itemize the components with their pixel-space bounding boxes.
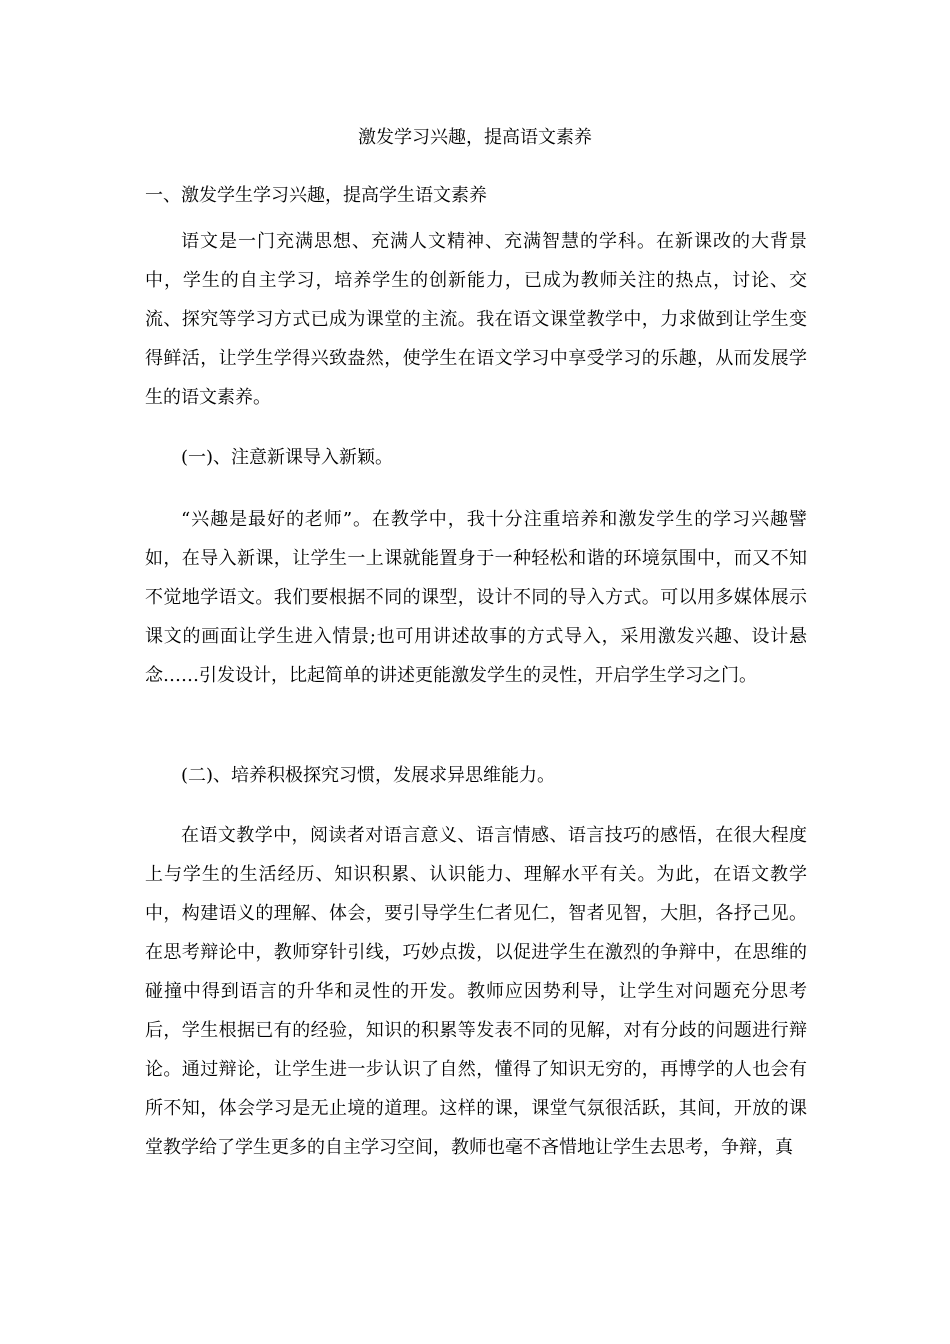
subheading-one: (一)、注意新课导入新颖。 (181, 447, 394, 468)
paragraph-intro: 语文是一门充满思想、充满人文精神、充满智慧的学科。在新课改的大背景中，学生的自主学习，培养学生的创新能力，已成为教师关注的热点，讨论、交流、探究等学习方式已成为课堂的主流。我在语文课堂教学中，力求做到让学生变得鲜活，让学生学得兴致盎然，使学生在语文学习中享受学习的乐趣，从而发展学生的语文素养。 (145, 231, 807, 408)
subheading-two: (二)、培养积极探究习惯，发展求异思维能力。 (181, 765, 556, 786)
paragraph-interest: “兴趣是最好的老师”。在教学中，我十分注重培养和激发学生的学习兴趣譬如，在导入新课，让学生一上课就能置身于一种轻松和谐的环境氛围中，而又不知不觉地学语文。我们要根据不同的课型，设计不同的导入方式。可以用多媒体展示课文的画面让学生进入情景;也可用讲述故事的方式导入，采用激发兴趣、设计悬念……引发设计，比起简单的讲述更能激发学生的灵性，开启学生学习之门。 (145, 509, 807, 686)
paragraph-inquiry: 在语文教学中，阅读者对语言意义、语言情感、语言技巧的感悟，在很大程度上与学生的生活经历、知识积累、认识能力、理解水平有关。为此，在语文教学中，构建语义的理解、体会，要引导学生仁者见仁，智者见智，大胆，各抒己见。在思考辩论中，教师穿针引线，巧妙点拨，以促进学生在激烈的争辩中，在思维的碰撞中得到语言的升华和灵性的开发。教师应因势利导，让学生对问题充分思考后，学生根据已有的经验，知识的积累等发表不同的见解，对有分歧的问题进行辩论。通过辩论，让学生进一步认识了自然，懂得了知识无穷的，再博学的人也会有所不知，体会学习是无止境的道理。这样的课，课堂气氛很活跃，其间，开放的课堂教学给了学生更多的自主学习空间，教师也毫不吝惜地让学生去思考，争辩，真 (145, 825, 807, 1158)
document-title: 激发学习兴趣，提高语文素养 (358, 127, 592, 148)
section-heading: 一、激发学生学习兴趣，提高学生语文素养 (145, 185, 487, 206)
